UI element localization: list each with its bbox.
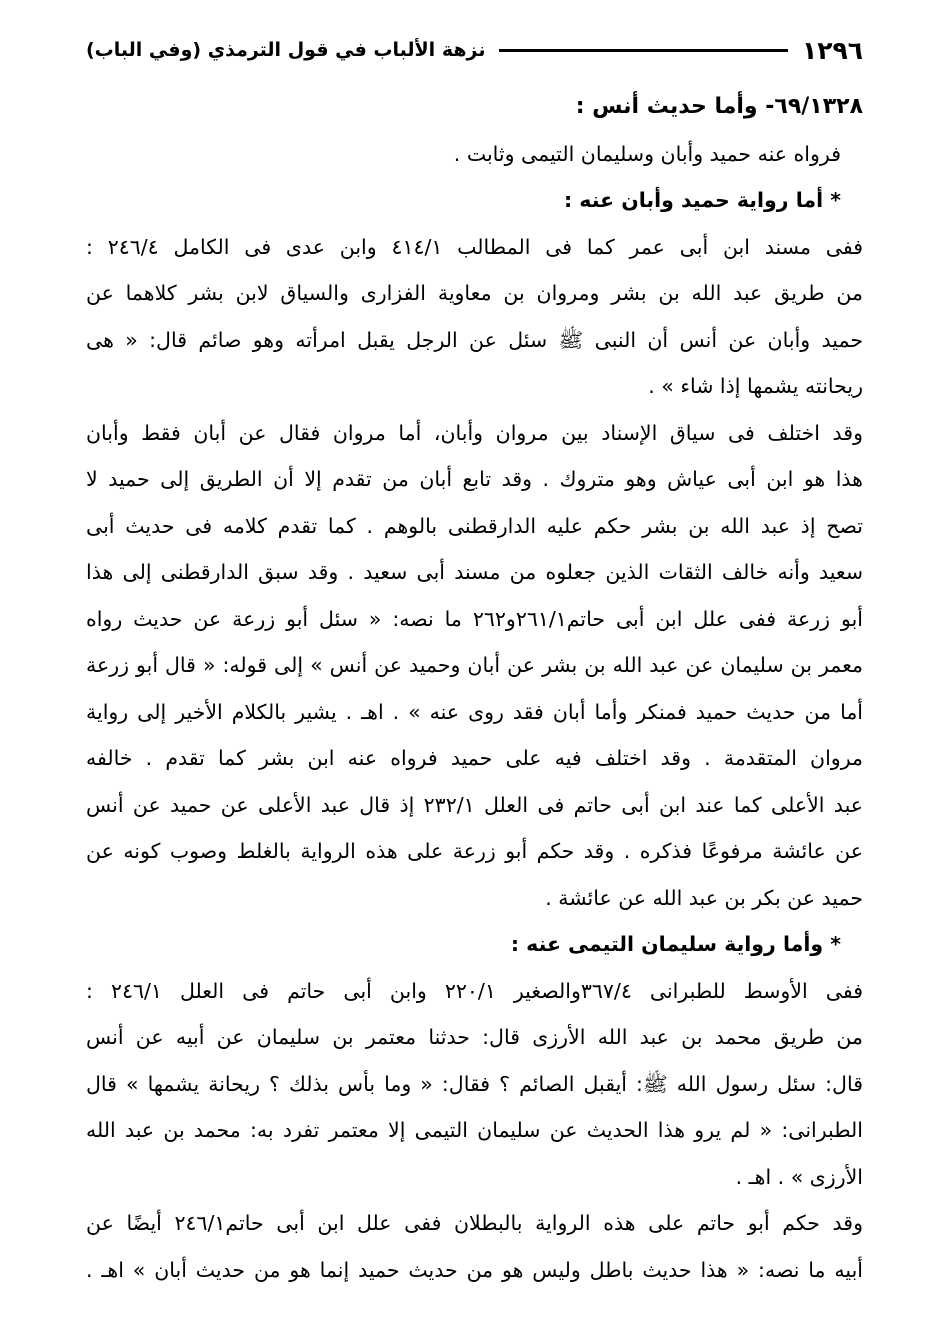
subsection-heading: * وأما رواية سليمان التيمى عنه :	[510, 932, 841, 956]
text-line: الأرزى » . اهـ .	[735, 1164, 863, 1189]
running-title: نزهة الألباب في قول الترمذي (وفي الباب)	[86, 39, 486, 61]
text-line: تصح إذ عبد الله بن بشر حكم عليه الدارقطنى بالوهم . كما تقدم كلامه فى حديث أبى	[86, 513, 863, 538]
subsection-heading: * أما رواية حميد وأبان عنه :	[563, 188, 841, 212]
text-line: فرواه عنه حميد وأبان وسليمان التيمى وثابت .	[453, 141, 841, 166]
header-rule	[499, 49, 787, 52]
section-heading: ٦٩/١٣٢٨- وأما حديث أنس :	[575, 94, 863, 119]
text-line: هذا هو ابن أبى عياش وهو متروك . وقد تابع أبان من تقدم إلا أن الطريق إلى حميد لا	[86, 467, 863, 491]
text-line: معمر بن سليمان عن عبد الله بن بشر عن أبان وحميد عن أنس » إلى قوله: « قال أبو زرعة	[86, 653, 863, 677]
text-line: أما من حديث حميد فمنكر وأما أبان فقد روى عنه » . اهـ . يشير بالكلام الأخير إلى رواية	[86, 699, 863, 724]
text-line: قال: سئل رسول الله ﷺ: أيقبل الصائم ؟ فقال: « وما بأس بذلك ؟ ريحانة يشمها » قال	[86, 1071, 863, 1096]
text-line: من طريق عبد الله بن بشر ومروان بن معاوية الفزارى والسياق لابن بشر كلاهما عن	[86, 281, 863, 305]
text-line: وقد اختلف فى سياق الإسناد بين مروان وأبان، أما مروان فقال عن أبان فقط وأبان	[86, 420, 863, 445]
text-line: سعيد وأنه خالف الثقات الذين جعلوه من مسند أبى سعيد . وقد سبق الدارقطنى إلى هذا	[86, 560, 863, 584]
text-line: ريحانته يشمها إذا شاء » .	[648, 374, 863, 398]
text-line: الطبرانى: « لم يرو هذا الحديث عن سليمان التيمى إلا معتمر تفرد به: محمد بن عبد الله	[86, 1118, 863, 1142]
text-line: ففى مسند ابن أبى عمر كما فى المطالب ٤١٤/١ وابن عدى فى الكامل ٢٤٦/٤ :	[86, 234, 863, 259]
text-line: ففى الأوسط للطبرانى ٣٦٧/٤والصغير ٢٢٠/١ وابن أبى حاتم فى العلل ٢٤٦/١ :	[86, 978, 863, 1003]
text-line: من طريق محمد بن عبد الله الأرزى قال: حدثنا معتمر بن سليمان عن أبيه عن أنس	[86, 1025, 863, 1049]
text-line: حميد عن بكر بن عبد الله عن عائشة .	[545, 885, 863, 910]
text-line: عن عائشة مرفوعًا فذكره . وقد حكم أبو زرعة على هذه الرواية بالغلط وصوب كونه عن	[86, 839, 863, 863]
page-number: ١٢٩٦	[801, 35, 863, 65]
text-line: أبيه ما نصه: « هذا حديث باطل وليس هو من حديث حميد إنما هو من حديث أبان » اهـ .	[86, 1257, 863, 1282]
body-text	[86, 84, 863, 1293]
text-line: عبد الأعلى كما عند ابن أبى حاتم فى العلل ٢٣٢/١ إذ قال عبد الأعلى عن حميد عن أنس	[86, 792, 863, 817]
text-line: وقد حكم أبو حاتم على هذه الرواية بالبطلان ففى علل ابن أبى حاتم٢٤٦/١ أيضًا عن	[86, 1211, 863, 1235]
text-line: أبو زرعة ففى علل ابن أبى حاتم٢٦١/١و٢٦٢ ما نصه: « سئل أبو زرعة عن حديث رواه	[86, 606, 863, 631]
text-line: مروان المتقدمة . وقد اختلف فيه على حميد فرواه عنه ابن بشر كما تقدم . خالفه	[86, 746, 863, 770]
text-line: حميد وأبان عن أنس أن النبى ﷺ سئل عن الرجل يقبل امرأته وهو صائم قال: « هى	[86, 327, 863, 352]
page-header	[86, 30, 863, 70]
